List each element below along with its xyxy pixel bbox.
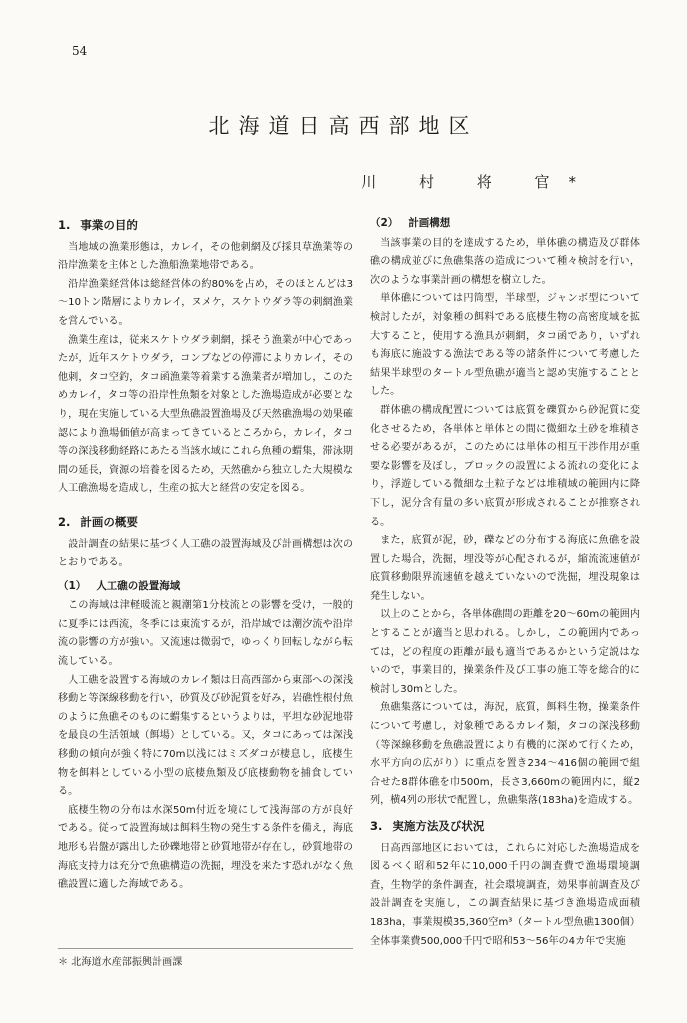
article-title: 北海道日高西部地区 (208, 114, 479, 138)
subsection-title: 人工礁の設置海域 (96, 579, 181, 592)
subsection-number: （1） (58, 579, 87, 592)
section-title: 実施方法及び状況 (392, 819, 485, 833)
paragraph: 魚礁集落については，海況，底質，餌料生物，操業条件について考慮し，対象種であるカレイ類，タコの深浅移動（等深線移動を魚礁設置により有機的に深めて行くため，水平方向の広がり）に重点を置き234～416個の範囲で組合せた8群体礁を巾500m，長さ3,660mの範囲内に，縦2列，横4列の形状で配置し，魚礁集落(183ha)を造成する。 (370, 702, 640, 807)
author-name: 川 村 将 官* (361, 173, 595, 191)
paragraph: 以上のことから，各単体礁間の距離を20～60mの範囲内とすることが適当と思われる。しかし，この範囲内であっては，どの程度の距離が最も適当であるかという定説はないので，事業目的，操業条件及び工事の施工等を総合的に検討し30mとした。 (370, 609, 640, 695)
paragraph: この海域は津軽暖流と親潮第1分枝流との影響を受け，一般的に夏季には西流，冬季には東流するが，沿岸域では潮汐流や沿岸流の影響の方が強い。又流速は微弱で，ゆっくり回転しながら転流している。 (58, 600, 353, 668)
paragraph: 漁業生産は，従来スケトウダラ刺網，採そう漁業が中心であったが，近年スケトウダラ，コンブなどの停滞によりカレイ，その他刺，タコ空釣，タコ函漁業等着業する漁業者が増加し，このためカレイ，タコ等の沿岸性魚類を対象とした漁場造成が必要となり，現在実施している大型魚礁設置漁場及び天然礁漁場の効果確認により漁場価値が高まってきているところから，カレイ，タコ等の深浅移動経路にあたる当該水域にこれら魚種の蝟集，滞泳期間の延長，資源の培養を図るため，天然礁から独立した大規模な人工礁漁場を造成し，生産の拡大と経営の安定を図る。 (58, 334, 353, 495)
section-number: 2. (58, 514, 71, 529)
section-title: 計画の概要 (80, 514, 138, 529)
paragraph: また，底質が泥，砂，礫などの分布する海底に魚礁を設置した場合，洗掘，埋没等が心配されるが，縮流流速値が底質移動限界流速値を越えていないので洗掘，埋没現象は発生しない。 (370, 535, 640, 602)
footnote: ＊ 北海道水産部振興計画課 (58, 948, 353, 968)
section-heading-3 (370, 817, 640, 836)
subsection-heading-2-1 (58, 577, 353, 596)
right-column (370, 210, 640, 947)
paragraph: 日高西部地区においては，これらに対応した漁場造成を図るべく昭和52年に10,000千円の調査費で漁場環境調査，生物学的条件調査，社会環境調査，効果事前調査及び設計調査を実施し，この調査結果に基づき漁場造成面積183ha，事業規模35,360空m³（タートル型魚礁1300個）全体事業費500,000千円で昭和53～56年の4カ年で実施 (370, 842, 640, 947)
section-number: 3. (370, 819, 383, 833)
paragraph: 設計調査の結果に基づく人工礁の設置海域及び計画構想は次のとおりである。 (58, 538, 353, 569)
subsection-number: （2） (370, 217, 399, 229)
section-heading-2 (58, 513, 353, 532)
paragraph: 群体礁の構成配置については底質を礫質から砂泥質に変化させるため，各単体と単体との間に微細な土砂を堆積させる必要があるが，このためには単体の相互干渉作用が重要な影響を及ぼし，ブロックの設置による流れの変化により，浮遊している微細な土粒子などは堆積域の範囲内に降下し，泥分含有量の多い底質が形成されることが推察される。 (370, 404, 640, 528)
section-heading-1 (58, 216, 353, 235)
page-number: 54 (72, 44, 88, 58)
paragraph: 当地域の漁業形態は，カレイ，その他刺網及び採貝草漁業等の沿岸漁業を主体とした漁船漁業地帯である。 (58, 241, 353, 272)
left-column (58, 210, 353, 943)
paragraph: 底棲生物の分布は水深50m付近を境にして浅海部の方が良好である。従って設置海域は餌料生物の発生する条件を備え，海底地形も岩盤が露出した砂礫地帯と砂質地帯が存在し，砂質地帯の海底支持力は充分で魚礁構造の洗掘，埋没を来たす恐れがなく魚礁設置に適した海域である。 (58, 804, 353, 891)
section-title: 事業の目的 (80, 218, 138, 232)
paragraph: 単体礁については円筒型，半球型，ジャンボ型について検討したが，対象種の餌料である底棲生物の高密度域を拡大すること，使用する漁具が刺網，タコ函であり，いずれも海底に施設する漁法である等の諸条件について考慮した結果半球型のタートル型魚礁が適当と認め実施することとした。 (370, 293, 640, 398)
paragraph: 人工礁を設置する海域のカレイ類は日高西部から東部への深浅移動と等深線移動を行い，砂質及び砂泥質を好み，岩礁性根付魚のように魚礁そのものに蝟集するというよりは，平坦な砂泥地帯を最良の生活領域（餌場）としている。又，タコにあっては深浅移動の傾向が強く特に70m以浅にはミズダコが棲息し，底棲生物を餌料としている小型の底棲魚類及び底棲動物を捕食している。 (58, 674, 353, 798)
paragraph: 沿岸漁業経営体は総経営体の約80%を占め，そのほとんどは3～10トン階層によりカレイ，ヌメケ，スケトウダラ等の刺網漁業を営んでいる。 (58, 278, 353, 327)
subsection-title: 計画構想 (408, 217, 451, 229)
section-number: 1. (58, 218, 71, 232)
subsection-heading-2-2 (370, 214, 640, 233)
paragraph: 当該事業の目的を達成するため，単体礁の構造及び群体礁の構成並びに魚礁集落の造成について種々検討を行い，次のような事業計画の構想を樹立した。 (370, 237, 640, 286)
